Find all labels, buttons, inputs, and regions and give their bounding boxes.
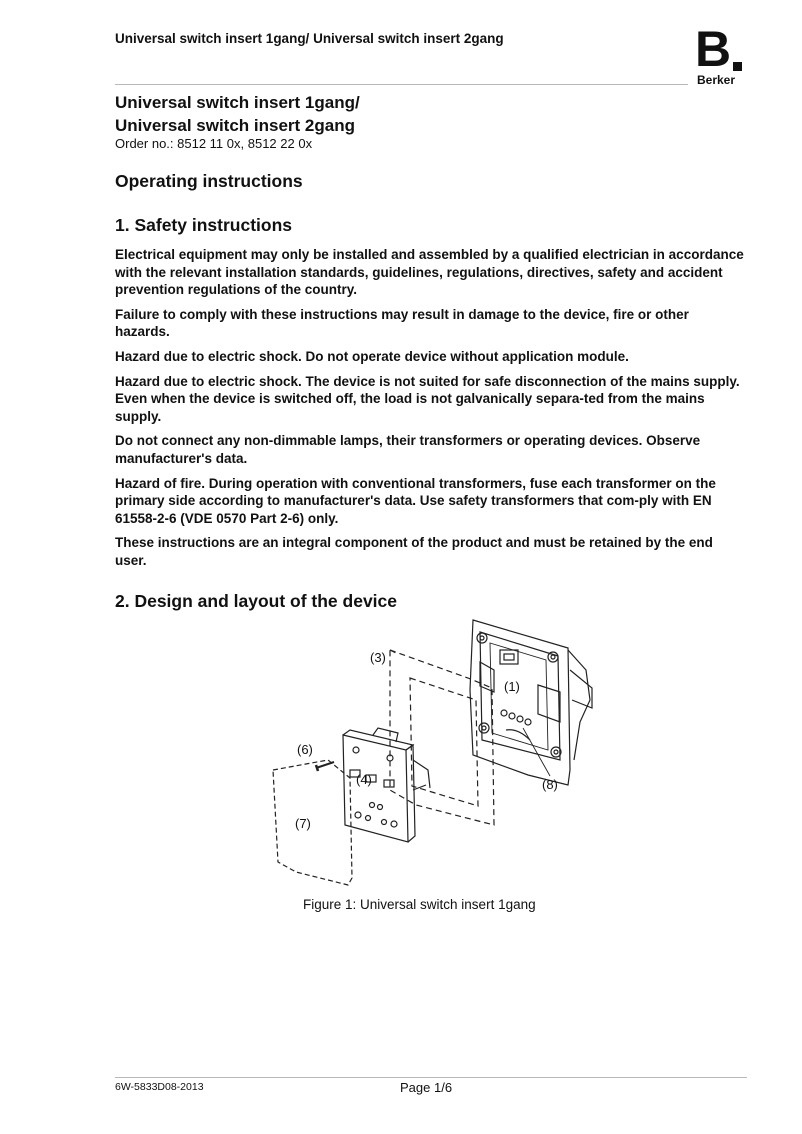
callout-7: (7) [295, 816, 311, 831]
title-line-2: Universal switch insert 2gang [115, 116, 355, 135]
figure-caption: Figure 1: Universal switch insert 1gang [303, 897, 536, 912]
rocker-cover-drawing [273, 760, 352, 885]
footer-rule [115, 1077, 343, 1078]
logo-brand: Berker [697, 73, 736, 87]
safety-paragraph: Hazard of fire. During operation with conventional transformers, fuse each transformer on the primary side according to manufacturer's data. Use safety transformers that com-ply with EN 61558-2-6 (VDE 0570 Part 2-6) only. [115, 475, 716, 526]
section-2-heading: 2. Design and layout of the device [115, 591, 398, 611]
callout-1: (1) [504, 679, 520, 694]
document-title [115, 91, 360, 137]
cover-frame-drawing [390, 650, 494, 825]
safety-paragraph: Hazard due to electric shock. The device is not suited for safe disconnection of the mains supply. Even when the device is switched off, the load is not galvanically separa-ted from the mains supply. [115, 373, 740, 424]
callout-3: (3) [370, 650, 386, 665]
safety-paragraph: Failure to comply with these instructions may result in damage to the device, fire or other hazards. [115, 306, 689, 340]
mounting-frame-drawing [470, 620, 592, 785]
callout-4: (4) [356, 772, 372, 787]
safety-instructions [115, 246, 747, 577]
header-rule [115, 84, 688, 85]
logo-dot [733, 62, 742, 71]
logo-letter: B [695, 21, 732, 77]
safety-paragraph: These instructions are an integral component of the product and must be retained by the end user. [115, 535, 713, 568]
callout-8: (8) [542, 777, 558, 792]
order-number: Order no.: 8512 11 0x, 8512 22 0x [115, 136, 313, 151]
footer-rule [343, 1077, 747, 1078]
safety-paragraph: Hazard due to electric shock. Do not operate device without application module. [115, 348, 629, 364]
section-1-heading: 1. Safety instructions [115, 215, 292, 235]
safety-paragraph: Do not connect any non-dimmable lamps, their transformers or operating devices. Observe manufacturer's data. [115, 433, 701, 466]
page-number: Page 1/6 [400, 1080, 453, 1095]
operating-instructions-heading: Operating instructions [115, 171, 303, 191]
callout-6: (6) [297, 742, 313, 757]
title-line-1: Universal switch insert 1gang/ [115, 93, 360, 112]
berker-logo [694, 21, 748, 88]
document-code: 6W-5833D08-2013 [115, 1081, 204, 1093]
running-header: Universal switch insert 1gang/ Universal switch insert 2gang [115, 31, 504, 46]
safety-paragraph: Electrical equipment may only be installed and assembled by a qualified electrician in accordance with the relevant installation standards, guidelines, regulations, directives, safety and accident prevention regulations of the country. [115, 247, 744, 298]
device-exploded-figure [268, 610, 608, 895]
